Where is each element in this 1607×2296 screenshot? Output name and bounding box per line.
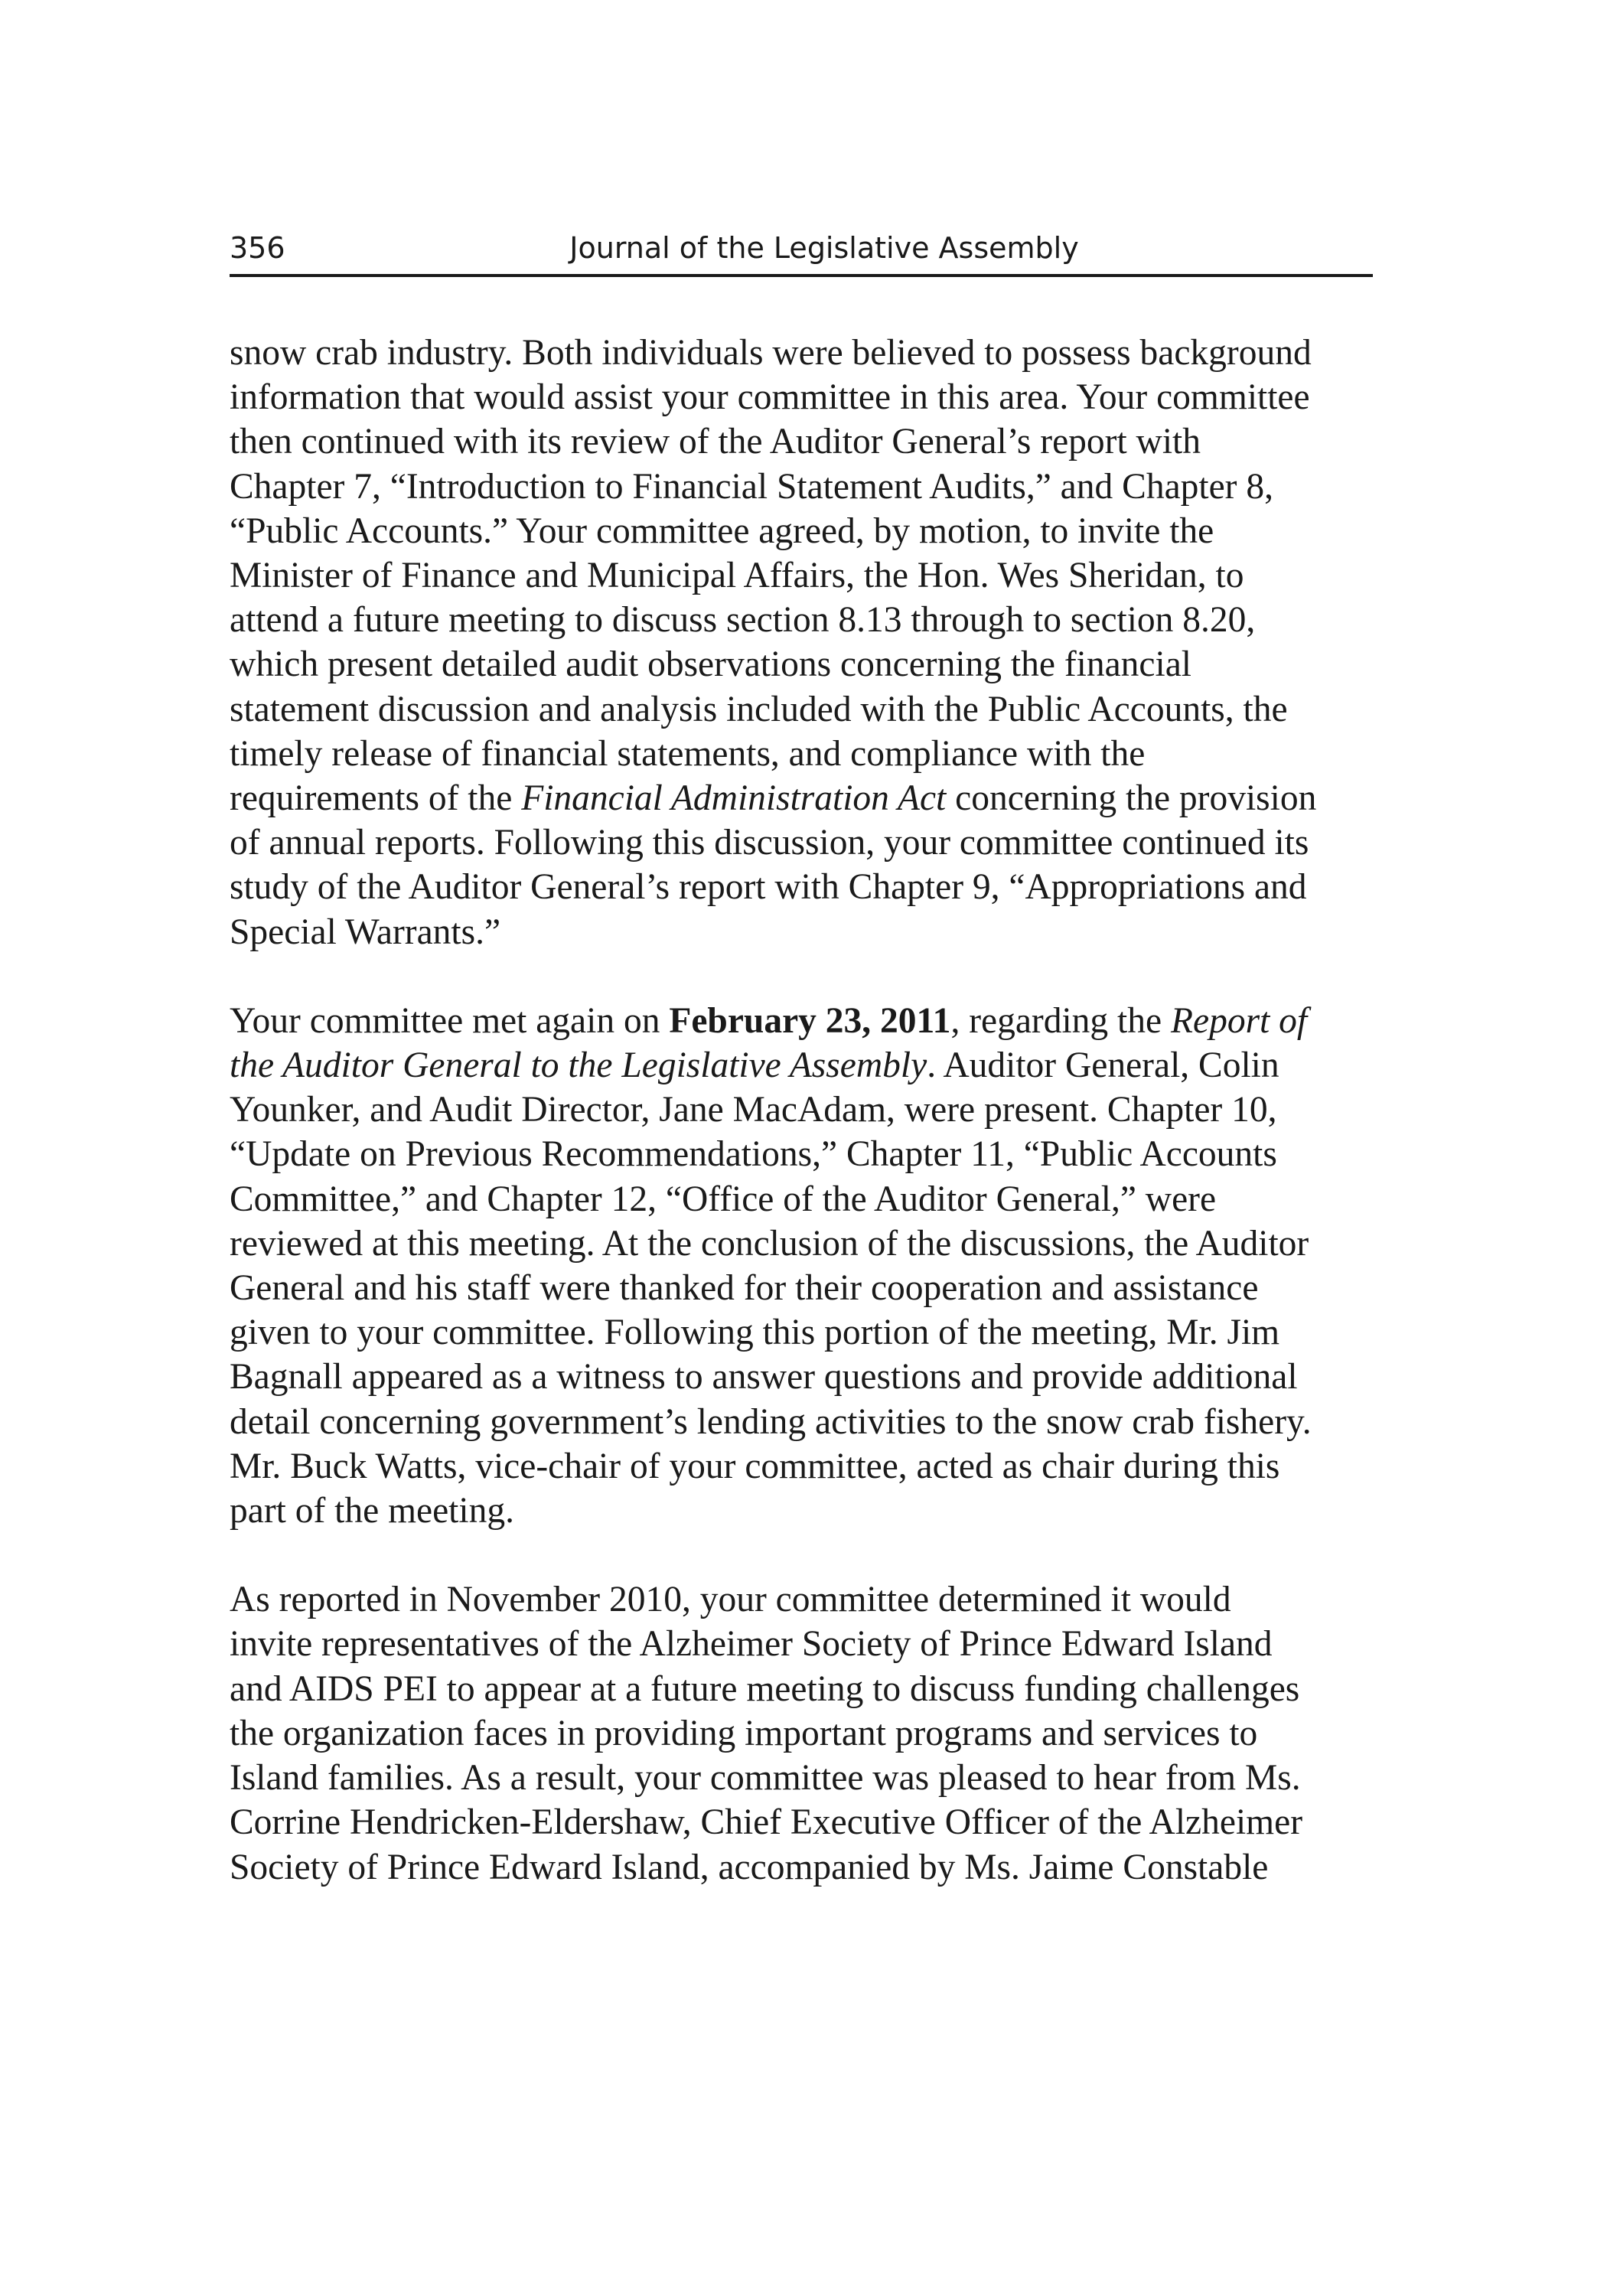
page-number: 356 — [230, 231, 285, 265]
text-line: Mr. Buck Watts, vice-chair of your committee, acted as chair during this — [230, 1446, 1280, 1486]
paragraph-3 — [230, 1577, 1393, 1889]
text-line: Younker, and Audit Director, Jane MacAdam, were present. Chapter 10, — [230, 1090, 1277, 1130]
text-line: detail concerning government’s lending activities to the snow crab fishery. — [230, 1401, 1312, 1442]
body-text — [230, 331, 1393, 1934]
running-title: Journal of the Legislative Assembly — [569, 231, 1079, 265]
text-line: given to your committee. Following this portion of the meeting, Mr. Jim — [230, 1313, 1280, 1353]
text-line: of annual reports. Following this discussion, your committee continued its — [230, 823, 1309, 863]
text-line: which present detailed audit observations concerning the financial — [230, 644, 1191, 685]
text-line — [230, 776, 1393, 820]
meeting-date: February 23, 2011 — [669, 1000, 951, 1041]
report-title: the Auditor General to the Legislative Assembly — [230, 1045, 927, 1086]
text-line: Committee,” and Chapter 12, “Office of the Auditor General,” were — [230, 1179, 1217, 1219]
text-line: Special Warrants.” — [230, 912, 501, 952]
text-line: attend a future meeting to discuss section 8.13 through to section 8.20, — [230, 600, 1256, 641]
text-line: As reported in November 2010, your committee determined it would — [230, 1580, 1231, 1620]
text-line: part of the meeting. — [230, 1491, 514, 1531]
paragraph-2 — [230, 999, 1393, 1533]
text-line: General and his staff were thanked for their cooperation and assistance — [230, 1268, 1259, 1309]
text-line: timely release of financial statements, and compliance with the — [230, 733, 1146, 774]
text-line: Bagnall appeared as a witness to answer questions and provide additional — [230, 1357, 1298, 1397]
text-line: snow crab industry. Both individuals were believed to possess background — [230, 333, 1312, 373]
text-line: Society of Prince Edward Island, accompanied by Ms. Jaime Constable — [230, 1847, 1269, 1887]
running-header — [230, 228, 1373, 277]
text-line: “Update on Previous Recommendations,” Chapter 11, “Public Accounts — [230, 1134, 1277, 1175]
text-line: and AIDS PEI to appear at a future meeting to discuss funding challenges — [230, 1668, 1300, 1709]
act-title: Financial Administration Act — [521, 778, 947, 819]
text-line: statement discussion and analysis included with the Public Accounts, the — [230, 689, 1288, 729]
text-line — [230, 999, 1393, 1043]
text-line: Minister of Finance and Municipal Affairs, the Hon. Wes Sheridan, to — [230, 556, 1244, 596]
text-run: Your committee met again on — [230, 1000, 670, 1041]
text-run: concerning the provision — [946, 778, 1317, 819]
text-line: invite representatives of the Alzheimer Society of Prince Edward Island — [230, 1624, 1273, 1665]
text-line — [230, 1043, 1393, 1088]
text-line: reviewed at this meeting. At the conclusion of the discussions, the Auditor — [230, 1223, 1309, 1264]
text-line: information that would assist your committee in this area. Your committee — [230, 377, 1310, 418]
paragraph-1 — [230, 331, 1393, 954]
text-line: then continued with its review of the Auditor General’s report with — [230, 422, 1201, 462]
text-line: study of the Auditor General’s report with Chapter 9, “Appropriations and — [230, 867, 1307, 908]
text-line: the organization faces in providing important programs and services to — [230, 1713, 1258, 1753]
text-line: “Public Accounts.” Your committee agreed, by motion, to invite the — [230, 510, 1214, 551]
text-line: Island families. As a result, your committee was pleased to hear from Ms. — [230, 1758, 1301, 1799]
text-run: requirements of the — [230, 778, 522, 819]
report-title: Report of — [1170, 1000, 1308, 1041]
text-line: Corrine Hendricken-Eldershaw, Chief Executive Officer of the Alzheimer — [230, 1802, 1303, 1843]
text-run: . Auditor General, Colin — [927, 1045, 1279, 1086]
text-run: , regarding the — [950, 1000, 1171, 1041]
text-line: Chapter 7, “Introduction to Financial Statement Audits,” and Chapter 8, — [230, 466, 1274, 507]
